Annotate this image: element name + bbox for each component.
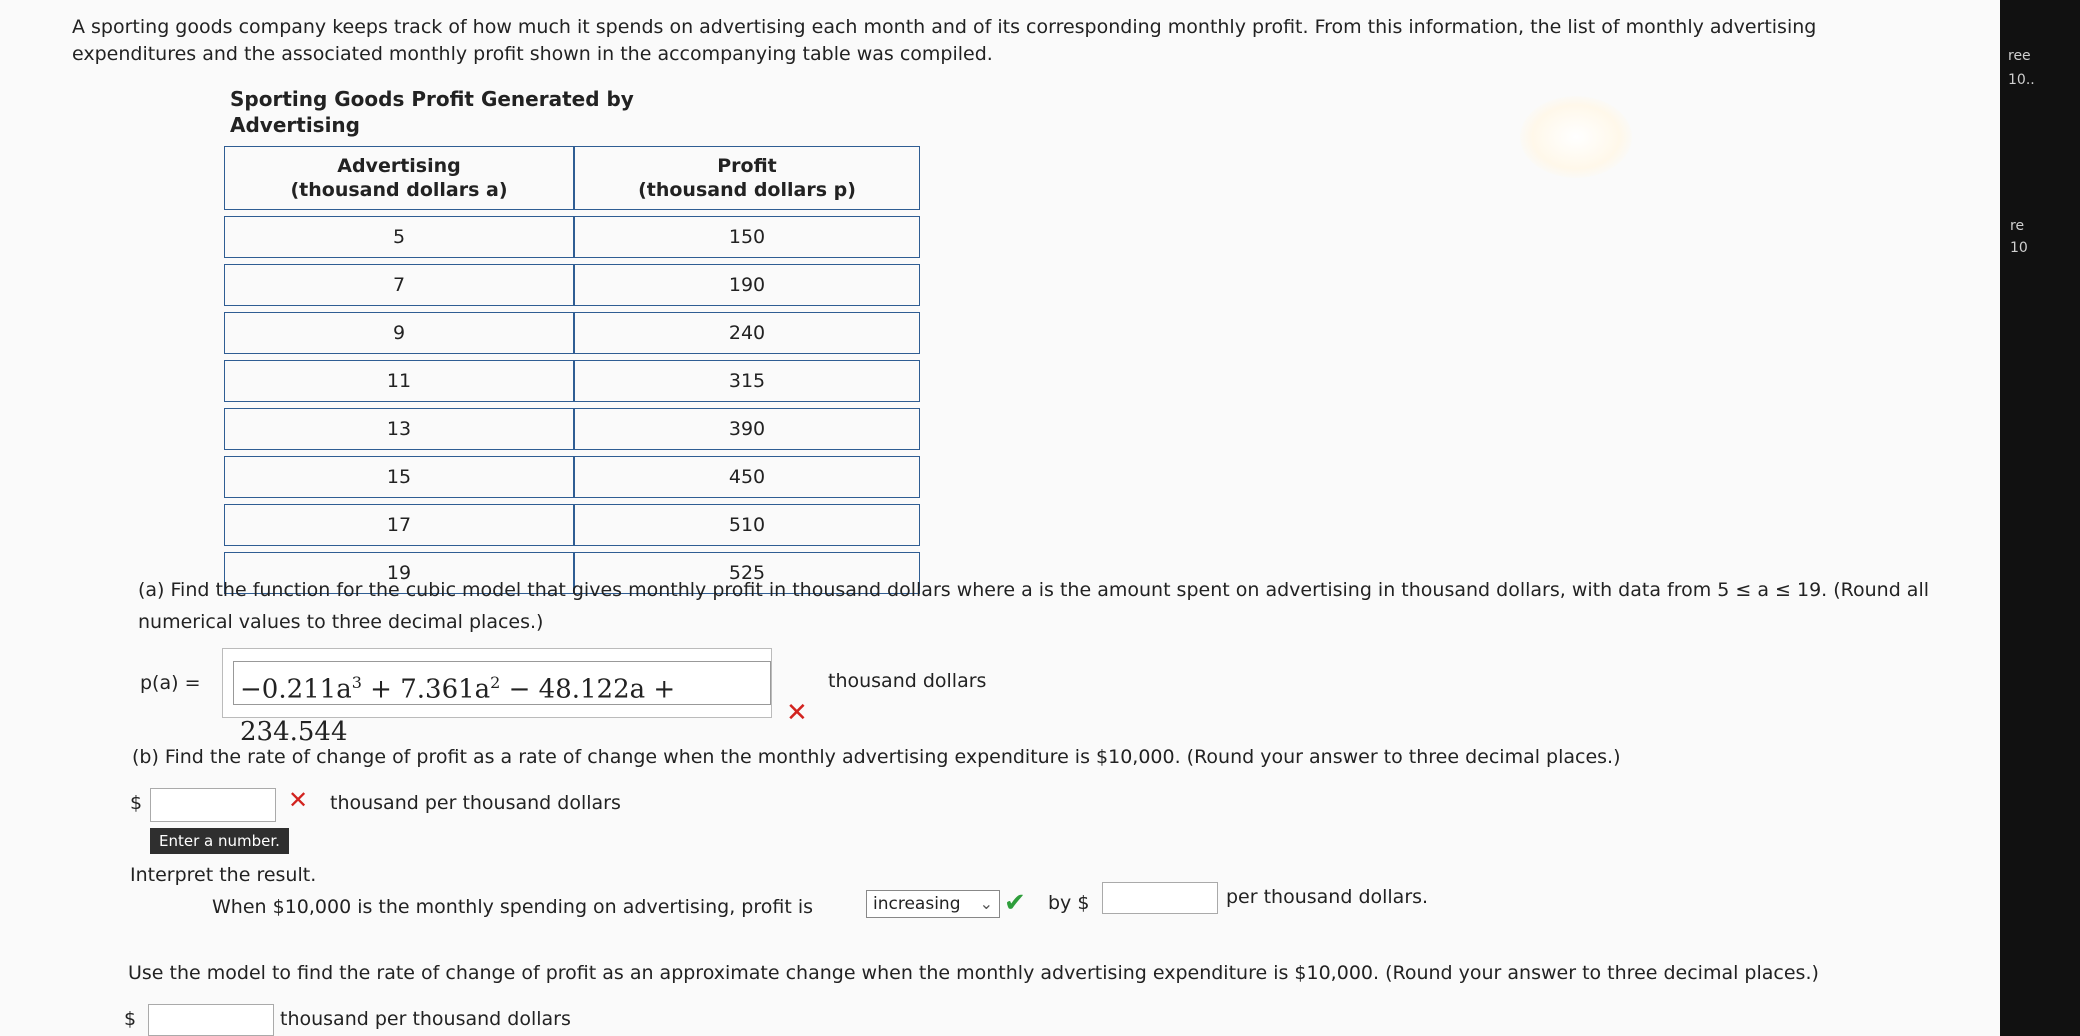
table-row: 9 240 (224, 312, 920, 354)
change-amount-input[interactable] (1102, 882, 1218, 914)
table-row: 5 150 (224, 216, 920, 258)
header-advertising: Advertising (thousand dollars a) (224, 146, 574, 210)
part-c-question: Use the model to find the rate of change of profit as an approximate change when the monthly advertising expenditure is $10,000. (Round your answer to three decimal places.) (128, 962, 1819, 984)
table-row: 11 315 (224, 360, 920, 402)
side-text: ree (2008, 48, 2031, 64)
part-b-rate-input[interactable] (150, 788, 276, 822)
table-row: 17 510 (224, 504, 920, 546)
problem-intro: A sporting goods company keeps track of how much it spends on advertising each month and of its corresponding monthly profit. From this information, the list of monthly advertising expenditures and the associated monthly profit shown in the accompanying table was compiled. (72, 16, 1817, 65)
side-text: 10.. (2008, 72, 2035, 88)
side-text: 10 (2010, 240, 2028, 256)
table-row: 7 190 (224, 264, 920, 306)
chevron-down-icon: ⌄ (979, 894, 993, 913)
trend-dropdown[interactable] (866, 890, 1000, 918)
part-c-dollar: $ (124, 1008, 137, 1030)
correct-check-icon: ✔ (1004, 888, 1026, 918)
table-row: 19 525 (224, 552, 920, 594)
dropdown-selected-value: increasing (873, 894, 961, 914)
part-a-unit: thousand dollars (828, 670, 987, 692)
part-c-change-input[interactable] (148, 1004, 274, 1036)
table-row: 15 450 (224, 456, 920, 498)
function-label: p(a) = (140, 672, 201, 694)
table-title: Sporting Goods Profit Generated by Advertising (230, 87, 634, 137)
table-header-row (224, 146, 920, 210)
incorrect-x-icon: ✕ (288, 786, 309, 814)
per-thousand-label: per thousand dollars. (1226, 886, 1429, 908)
incorrect-x-icon: ✕ (786, 698, 808, 728)
part-b-question: (b) Find the rate of change of profit as a rate of change when the monthly advertising expenditure is $10,000. (Round your answer to three decimal places.) (132, 746, 1621, 768)
part-b-dollar: $ (130, 792, 143, 814)
part-a-answer-box[interactable] (222, 648, 772, 747)
by-label: by $ (1048, 892, 1090, 914)
interpret-label: Interpret the result. (130, 864, 317, 886)
table-row: 13 390 (224, 408, 920, 450)
side-text: re (2010, 218, 2025, 234)
profit-table (224, 140, 920, 600)
part-b-unit: thousand per thousand dollars (330, 792, 621, 814)
part-a-answer-field[interactable]: $-0.211a^3 + 7.361a^2 - 48.122a + 234.544$ (233, 661, 771, 705)
interpret-sentence: When $10,000 is the monthly spending on advertising, profit is (212, 896, 814, 918)
header-profit: Profit (thousand dollars p) (574, 146, 920, 210)
part-a-question: (a) Find the function for the cubic model that gives monthly profit in thousand dollars where a is the amount spent on advertising in thousand dollars, with data from 5 ≤ a ≤ 19. (Round all numerical values to three decimal places.) (138, 579, 1930, 633)
light-glare (1520, 96, 1632, 178)
part-c-unit: thousand per thousand dollars (280, 1008, 571, 1030)
enter-number-tooltip: Enter a number. (150, 828, 289, 854)
right-panel-edge (2000, 0, 2080, 1036)
